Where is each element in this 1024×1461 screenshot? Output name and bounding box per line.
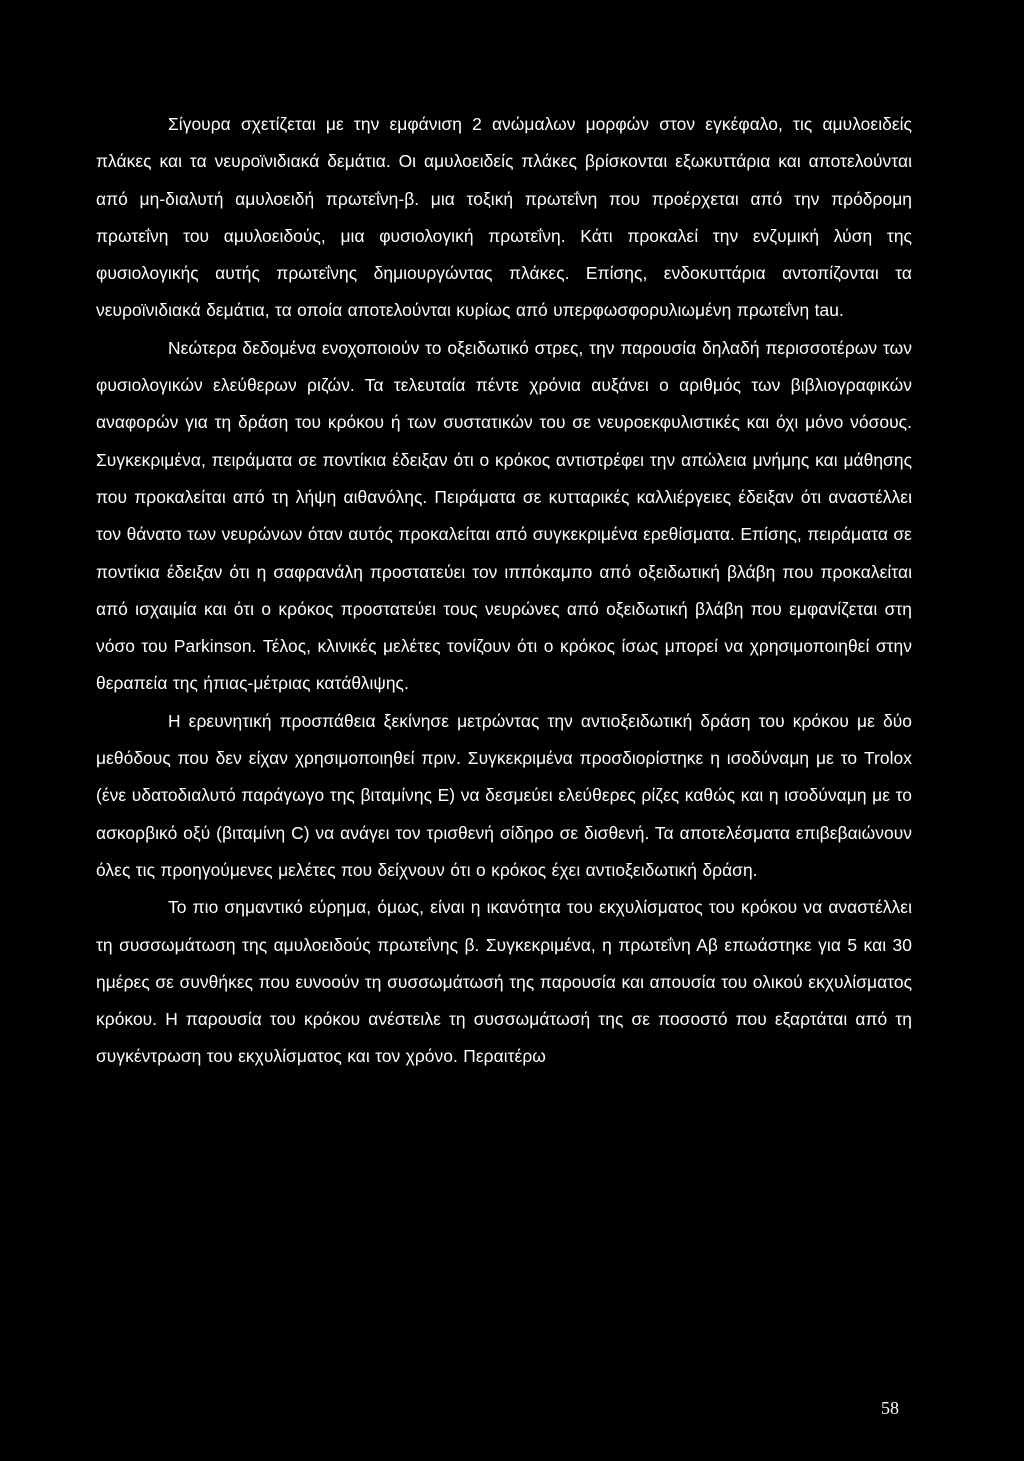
paragraph-1: Σίγουρα σχετίζεται με την εμφάνιση 2 ανώμαλων μορφών στον εγκέφαλο, τις αμυλοειδείς πλάκες και τα νευροϊνιδιακά δεμάτια. Οι αμυλοειδείς πλάκες βρίσκονται εξωκυττάρια και αποτελούνται από μη-διαλυτή αμυλοειδή πρωτεΐνη-β. μια τοξική πρωτεΐνη που προέρχεται από την πρόδρομη πρωτεΐνη του αμυλοειδούς, μια φυσιολογική πρωτεΐνη. Κάτι προκαλεί την ενζυμική λύση της φυσιολογικής αυτής πρωτεΐνης δημιουργώντας πλάκες. Επίσης, ενδοκυττάρια αντοπίζονται τα νευροϊνιδιακά δεμάτια, τα οποία αποτελούνται κυρίως από υπερφωσφορυλιωμένη πρωτεΐνη tau.: [96, 114, 912, 321]
paragraph-3: Η ερευνητική προσπάθεια ξεκίνησε μετρώντας την αντιοξειδωτική δράση του κρόκου με δύο μεθόδους που δεν είχαν χρησιμοποιηθεί πριν. Συγκεκριμένα προσδιορίστηκε η ισοδύναμη με το Trolox (ένε υδατοδιαλυτό παράγωγο της βιταμίνης Ε) να δεσμεύει ελεύθερες ρίζες καθώς και η ισοδύναμη με το ασκορβικό οξύ (βιταμίνη C) να ανάγει τον τρισθενή σίδηρο σε δισθενή. Τα αποτελέσματα επιβεβαιώνουν όλες τις προηγούμενες μελέτες που δείχνουν ότι ο κρόκος έχει αντιοξειδωτική δράση.: [96, 710, 912, 880]
body-text: [96, 106, 912, 1076]
paragraph-4: Το πιο σημαντικό εύρημα, όμως, είναι η ικανότητα του εκχυλίσματος του κρόκου να αναστέλλει τη συσσωμάτωση της αμυλοειδούς πρωτεΐνης β. Συγκεκριμένα, η πρωτεΐνη Αβ επωάστηκε για 5 και 30 ημέρες σε συνθήκες που ευνοούν τη συσσωμάτωσή της παρουσία και απουσία του ολικού εκχυλίσματος κρόκου. Η παρουσία του κρόκου ανέστειλε τη συσσωμάτωσή της σε ποσοστό που εξαρτάται από τη συγκέντρωση του εκχυλίσματος και τον χρόνο. Περαιτέρω: [96, 897, 912, 1067]
paragraph-2: Νεώτερα δεδομένα ενοχοποιούν το οξειδωτικό στρες, την παρουσία δηλαδή περισσοτέρων των φυσιολογικών ελεύθερων ριζών. Τα τελευταία πέντε χρόνια αυξάνει ο αριθμός των βιβλιογραφικών αναφορών για τη δράση του κρόκου ή των συστατικών του σε νευροεκφυλιστικές και όχι μόνο νόσους. Συγκεκριμένα, πειράματα σε ποντίκια έδειξαν ότι ο κρόκος αντιστρέφει την απώλεια μνήμης και μάθησης που προκαλείται από τη λήψη αιθανόλης. Πειράματα σε κυτταρικές καλλιέργειες έδειξαν ότι αναστέλλει τον θάνατο των νευρώνων όταν αυτός προκαλείται από συγκεκριμένα ερεθίσματα. Επίσης, πειράματα σε ποντίκια έδειξαν ότι η σαφρανάλη προστατεύει τον ιππόκαμπο από οξειδωτική βλάβη που προκαλείται από ισχαιμία και ότι ο κρόκος προστατεύει τους νευρώνες από οξειδωτική βλάβη που εμφανίζεται στη νόσο του Parkinson. Τέλος, κλινικές μελέτες τονίζουν ότι ο κρόκος ίσως μπορεί να χρησιμοποιηθεί στην θεραπεία της ήπιας-μέτριας κατάθλιψης.: [96, 337, 912, 694]
page-number: 58: [881, 1398, 899, 1418]
